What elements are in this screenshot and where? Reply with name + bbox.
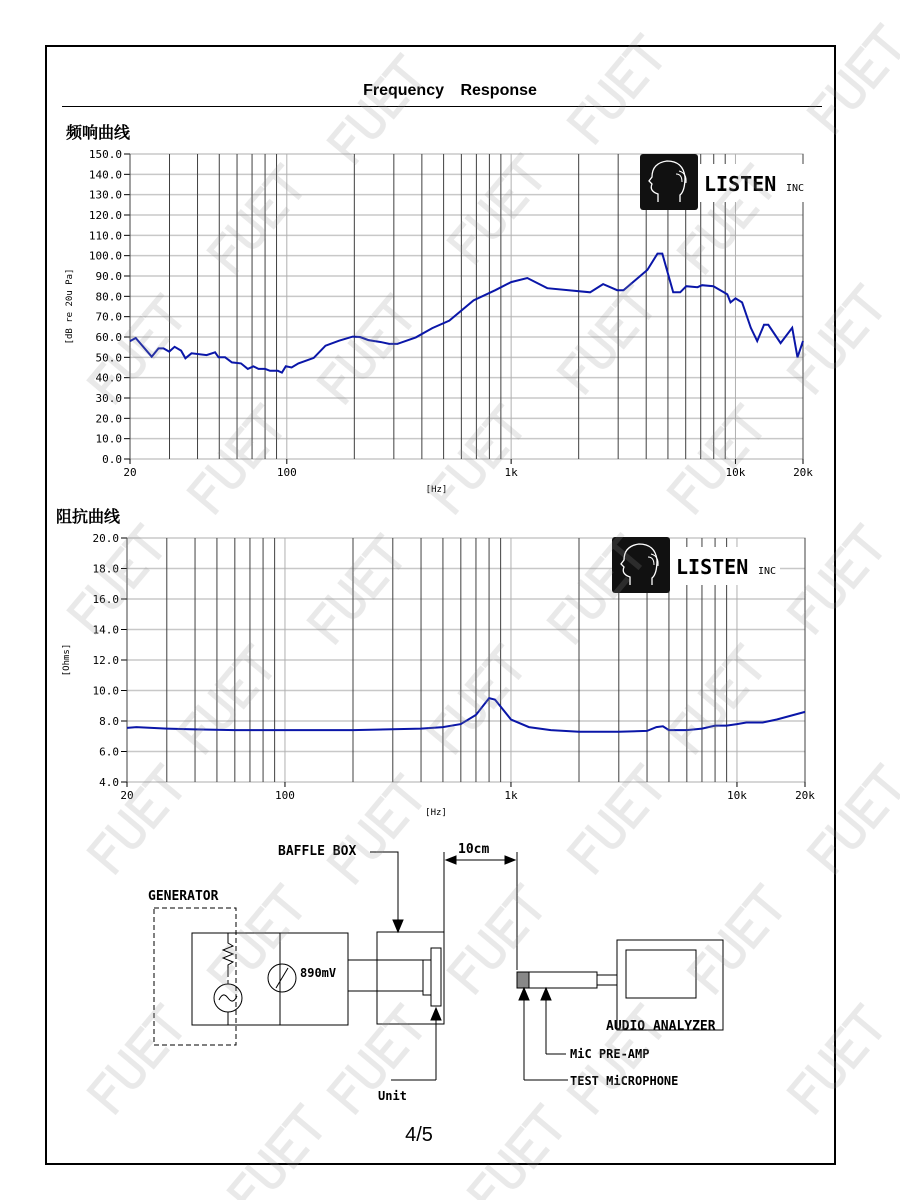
- voltage-label: 890mV: [300, 966, 337, 980]
- arrow-icon: [393, 920, 403, 932]
- arrow-icon: [519, 988, 529, 1000]
- x-tick-label: 10k: [727, 789, 747, 802]
- y-tick-label: 80.0: [95, 290, 122, 304]
- audio-analyzer-box: [617, 940, 723, 1030]
- baffle-box: [377, 932, 444, 1024]
- x-tick-label: 20: [120, 789, 134, 802]
- y-tick-label: 8.0: [99, 715, 119, 728]
- y-tick-label: 12.0: [92, 654, 119, 667]
- y-tick-label: 10.0: [92, 684, 119, 698]
- arrow-icon: [541, 988, 551, 1000]
- impedance-chart: [0, 525, 900, 825]
- logo-text: LISTEN: [704, 172, 777, 196]
- x-tick-label: 100: [275, 789, 295, 802]
- analyzer-screen: [626, 950, 696, 998]
- y-tick-label: 130.0: [88, 188, 122, 202]
- unit-label: Unit: [378, 1089, 407, 1103]
- resistor-icon: [223, 933, 233, 977]
- y-tick-label: 150.0: [88, 148, 122, 161]
- x-tick-label: 20: [123, 466, 137, 479]
- impedance-chart-title: 阻抗曲线: [56, 507, 121, 526]
- frequency-response-chart: [0, 140, 900, 500]
- generator-label: GENERATOR: [148, 889, 219, 904]
- x-axis-label: [Hz]: [425, 808, 447, 818]
- logo-text: LISTEN: [676, 555, 749, 579]
- title-divider: [62, 106, 822, 107]
- y-tick-label: 20.0: [92, 532, 119, 545]
- logo-badge: [640, 154, 698, 210]
- x-tick-label: 1k: [504, 466, 518, 479]
- test-setup-diagram: [0, 830, 900, 1110]
- logo-badge: [612, 537, 670, 593]
- baffle-box-label: BAFFLE BOX: [278, 844, 357, 859]
- page-title: Frequency Response: [363, 82, 537, 99]
- x-tick-label: 20k: [793, 466, 813, 479]
- y-axis-label: [Ohms]: [62, 643, 72, 677]
- y-tick-label: 50.0: [95, 351, 122, 365]
- y-tick-label: 4.0: [99, 776, 119, 789]
- speaker-unit: [423, 960, 431, 995]
- arrow-icon: [431, 1008, 441, 1020]
- y-tick-label: 120.0: [88, 209, 122, 222]
- y-tick-label: 40.0: [95, 371, 122, 385]
- y-tick-label: 10.0: [95, 432, 122, 446]
- fr-chart-title: 频响曲线: [66, 123, 131, 142]
- logo-suffix: INC: [758, 566, 777, 577]
- x-tick-label: 10k: [725, 466, 746, 479]
- logo-suffix: INC: [786, 183, 805, 194]
- y-tick-label: 70.0: [95, 310, 122, 324]
- audio-analyzer-label: AUDIO ANALYZER: [606, 1019, 716, 1034]
- y-tick-label: 90.0: [95, 270, 122, 283]
- distance-label: 10cm: [458, 842, 490, 857]
- x-tick-label: 20k: [795, 789, 815, 802]
- y-tick-label: 0.0: [102, 453, 122, 466]
- x-axis-label: [Hz]: [425, 485, 448, 495]
- mic-cable: [597, 975, 617, 985]
- mic-preamp-label: MiC PRE-AMP: [570, 1047, 650, 1061]
- y-tick-label: 140.0: [88, 168, 122, 182]
- y-axis-label: [dB re 20u Pa]: [65, 268, 75, 345]
- sine-wave-icon: [219, 995, 237, 1001]
- x-tick-label: 100: [276, 466, 297, 479]
- y-tick-label: 14.0: [92, 623, 119, 637]
- x-tick-label: 1k: [504, 789, 518, 802]
- test-mic-label: TEST MiCROPHONE: [570, 1074, 679, 1088]
- y-tick-label: 110.0: [88, 229, 122, 243]
- y-tick-label: 6.0: [99, 745, 119, 759]
- generator-box: [154, 908, 236, 1045]
- y-tick-label: 60.0: [95, 331, 122, 344]
- y-tick-label: 30.0: [95, 392, 122, 405]
- y-tick-label: 20.0: [95, 412, 122, 426]
- y-tick-label: 16.0: [92, 593, 119, 606]
- page-number: 4/5: [405, 1124, 433, 1146]
- y-tick-label: 100.0: [88, 249, 122, 263]
- speaker-wires: [348, 940, 423, 1016]
- y-tick-label: 18.0: [92, 562, 119, 576]
